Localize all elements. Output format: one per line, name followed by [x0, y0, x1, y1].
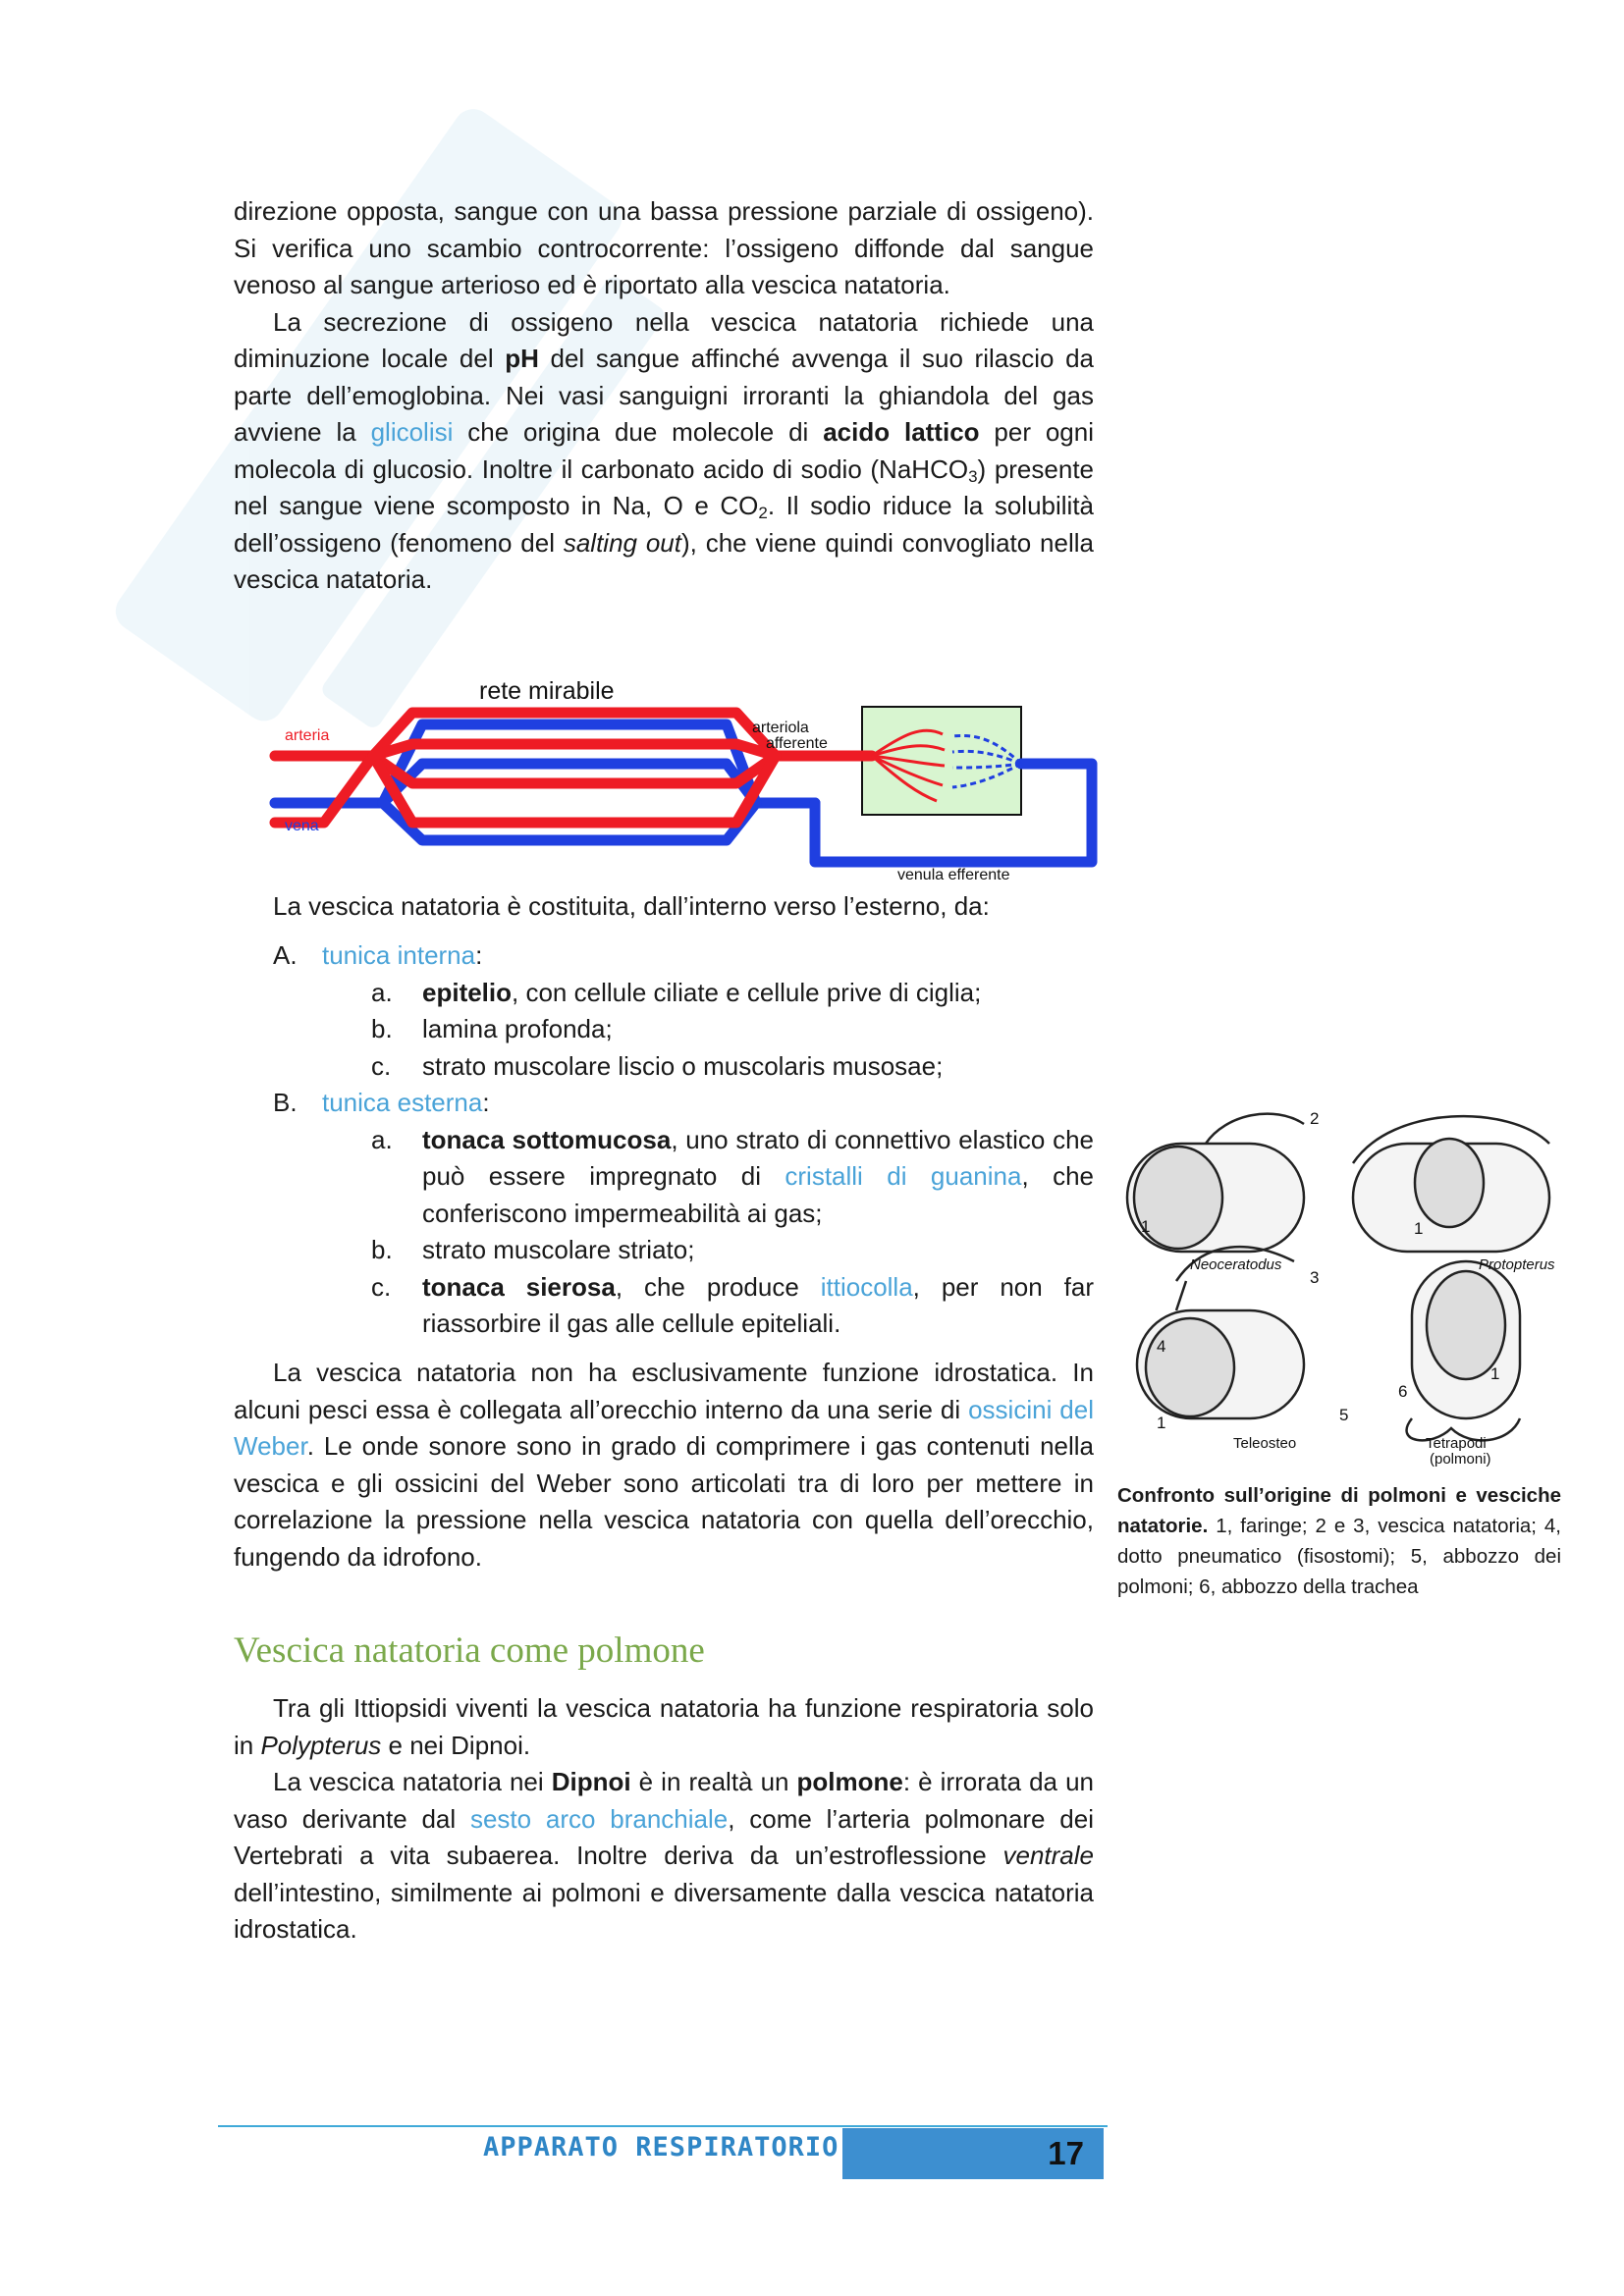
- link-cristalli-guanina[interactable]: cristalli di guanina: [785, 1161, 1022, 1191]
- paragraph-layers-intro: La vescica natatoria è costituita, dall’interno verso l’esterno, da:: [273, 891, 990, 921]
- paragraph-counter-current: direzione opposta, sangue con una bassa pressione parziale di ossigeno). Si verifica uno scambio controcorrente: l’ossigeno diffonde dal sangue venoso al sangue arterioso ed è riportato alla vescica natatoria.: [234, 196, 1094, 299]
- link-ossicini-weber[interactable]: ossicini del Weber: [234, 1394, 1094, 1461]
- layers-list: [234, 937, 1094, 1343]
- label-vena: vena: [285, 818, 319, 834]
- paragraph-ittiopsidi: Tra gli Ittiopsidi viventi la vescica natatoria ha funzione respiratoria solo in Polypterus e nei Dipnoi.: [234, 1693, 1094, 1760]
- link-tunica-esterna[interactable]: tunica esterna: [322, 1088, 483, 1117]
- list-item-tunica-esterna: B. tunica esterna:: [273, 1088, 490, 1117]
- list-item-muscolare-striato: b. strato muscolare striato;: [371, 1235, 695, 1264]
- fig-label-4: 4: [1157, 1337, 1166, 1356]
- fig-label-2: 2: [1310, 1109, 1320, 1128]
- fig-label-1d: 1: [1490, 1364, 1500, 1383]
- fig-label-6: 6: [1398, 1382, 1408, 1401]
- footer-rule: [218, 2125, 1108, 2127]
- list-intro: [234, 888, 1094, 926]
- list-item-muscolare-liscio: c. strato muscolare liscio o muscolaris musosae;: [371, 1050, 944, 1081]
- figure-caption: Confronto sull’origine di polmoni e vesciche natatorie. 1, faringe; 2 e 3, vescica natatoria; 4, dotto pneumatico (fisostomi); 5, abbozzo dei polmoni; 6, abbozzo della trachea: [1117, 1484, 1561, 1598]
- main-text-middle: [234, 1355, 1094, 1575]
- link-glicolisi[interactable]: glicolisi: [370, 417, 454, 447]
- fig-label-1b: 1: [1414, 1219, 1424, 1238]
- main-text-bottom: [234, 1690, 1094, 1949]
- label-afferente: afferente: [766, 735, 828, 752]
- paragraph-dipnoi: La vescica natatoria nei Dipnoi è in realtà un polmone: è irrorata da un vaso derivante dal sesto arco branchiale, come l’arteria polmonare dei Vertebrati a vita subaerea. Inoltre deriva da un’estroflessione ventrale dell’intestino, similmente ai polmoni e diversamente dalla vescica natatoria idrostatica.: [234, 1767, 1094, 1944]
- list-item-sottomucosa: a. tonaca sottomucosa, uno strato di connettivo elastico che può essere impregnato di cristalli di guanina, che conferiscono impermeabilità ai gas;: [371, 1124, 1094, 1228]
- footer-title: APPARATO RESPIRATORIO: [483, 2132, 839, 2163]
- main-text-top: [234, 193, 1094, 599]
- fig-label-neoceratodus: Neoceratodus: [1190, 1256, 1282, 1273]
- list-item-sierosa: c. tonaca sierosa, che produce ittiocolla, per non far riassorbire il gas alle cellule epiteliali.: [371, 1271, 1095, 1338]
- rete-mirabile-diagram: [265, 666, 1100, 881]
- fig-label-teleosteo: Teleosteo: [1233, 1435, 1297, 1452]
- list-item-epitelio: a. epitelio, con cellule ciliate e cellule prive di ciglia;: [371, 977, 982, 1007]
- link-sesto-arco[interactable]: sesto arco branchiale: [469, 1803, 729, 1834]
- label-venula-efferente: venula efferente: [897, 867, 1010, 881]
- section-heading: Vescica natatoria come polmone: [234, 1630, 705, 1671]
- page-number: 17: [1048, 2135, 1084, 2171]
- diagram-title: rete mirabile: [479, 677, 615, 705]
- paragraph-oxygen-secretion: La secrezione di ossigeno nella vescica natatoria richiede una diminuzione locale del pH del sangue affinché avvenga il suo rilascio da parte dell’emoglobina. Nei vasi sanguigni irroranti la ghiandola del gas avviene la glicolisi che origina due molecole di acido lattico per ogni molecola di glucosio. Inoltre il carbonato acido di sodio (NaHCO$_3$) presente nel sangue viene scomposto in Na, O e $CO_2$. Il sodio riduce la solubilità dell’ossigeno (fenomeno del salting out), che viene quindi convogliato nella vescica natatoria.: [234, 306, 1095, 594]
- fig-label-1c: 1: [1157, 1414, 1166, 1432]
- figure-drawings: [1127, 1114, 1549, 1441]
- list-item-tunica-interna: A. tunica interna:: [273, 940, 483, 970]
- fig-label-1a: 1: [1141, 1217, 1151, 1236]
- fig-label-5: 5: [1339, 1406, 1349, 1424]
- list-item-lamina: b. lamina profonda;: [371, 1014, 613, 1043]
- paragraph-weber: La vescica natatoria non ha esclusivamente funzione idrostatica. In alcuni pesci essa è collegata all’orecchio interno da una serie di ossicini del Weber. Le onde sonore sono in grado di comprimere i gas contenuti nella vescica e gli ossicini del Weber sono articolati tra di loro per mettere in correlazione la pressione nella vescica natatoria con quella dell’orecchio, fungendo da idrofono.: [234, 1358, 1094, 1572]
- link-ittiocolla[interactable]: ittiocolla: [820, 1271, 913, 1302]
- fig-label-polmoni: (polmoni): [1430, 1451, 1491, 1468]
- comparison-figure: [1117, 1104, 1569, 1472]
- label-arteriola: arteriola: [752, 720, 809, 736]
- fig-label-protopterus: Protopterus: [1479, 1256, 1555, 1273]
- gas-gland: [862, 707, 1021, 815]
- fig-label-tetrapodi: Tetrapodi: [1426, 1435, 1487, 1452]
- fig-label-3: 3: [1310, 1268, 1320, 1287]
- page-number-box: [842, 2128, 1104, 2179]
- link-tunica-interna[interactable]: tunica interna: [322, 940, 476, 970]
- label-arteria: arteria: [285, 727, 330, 744]
